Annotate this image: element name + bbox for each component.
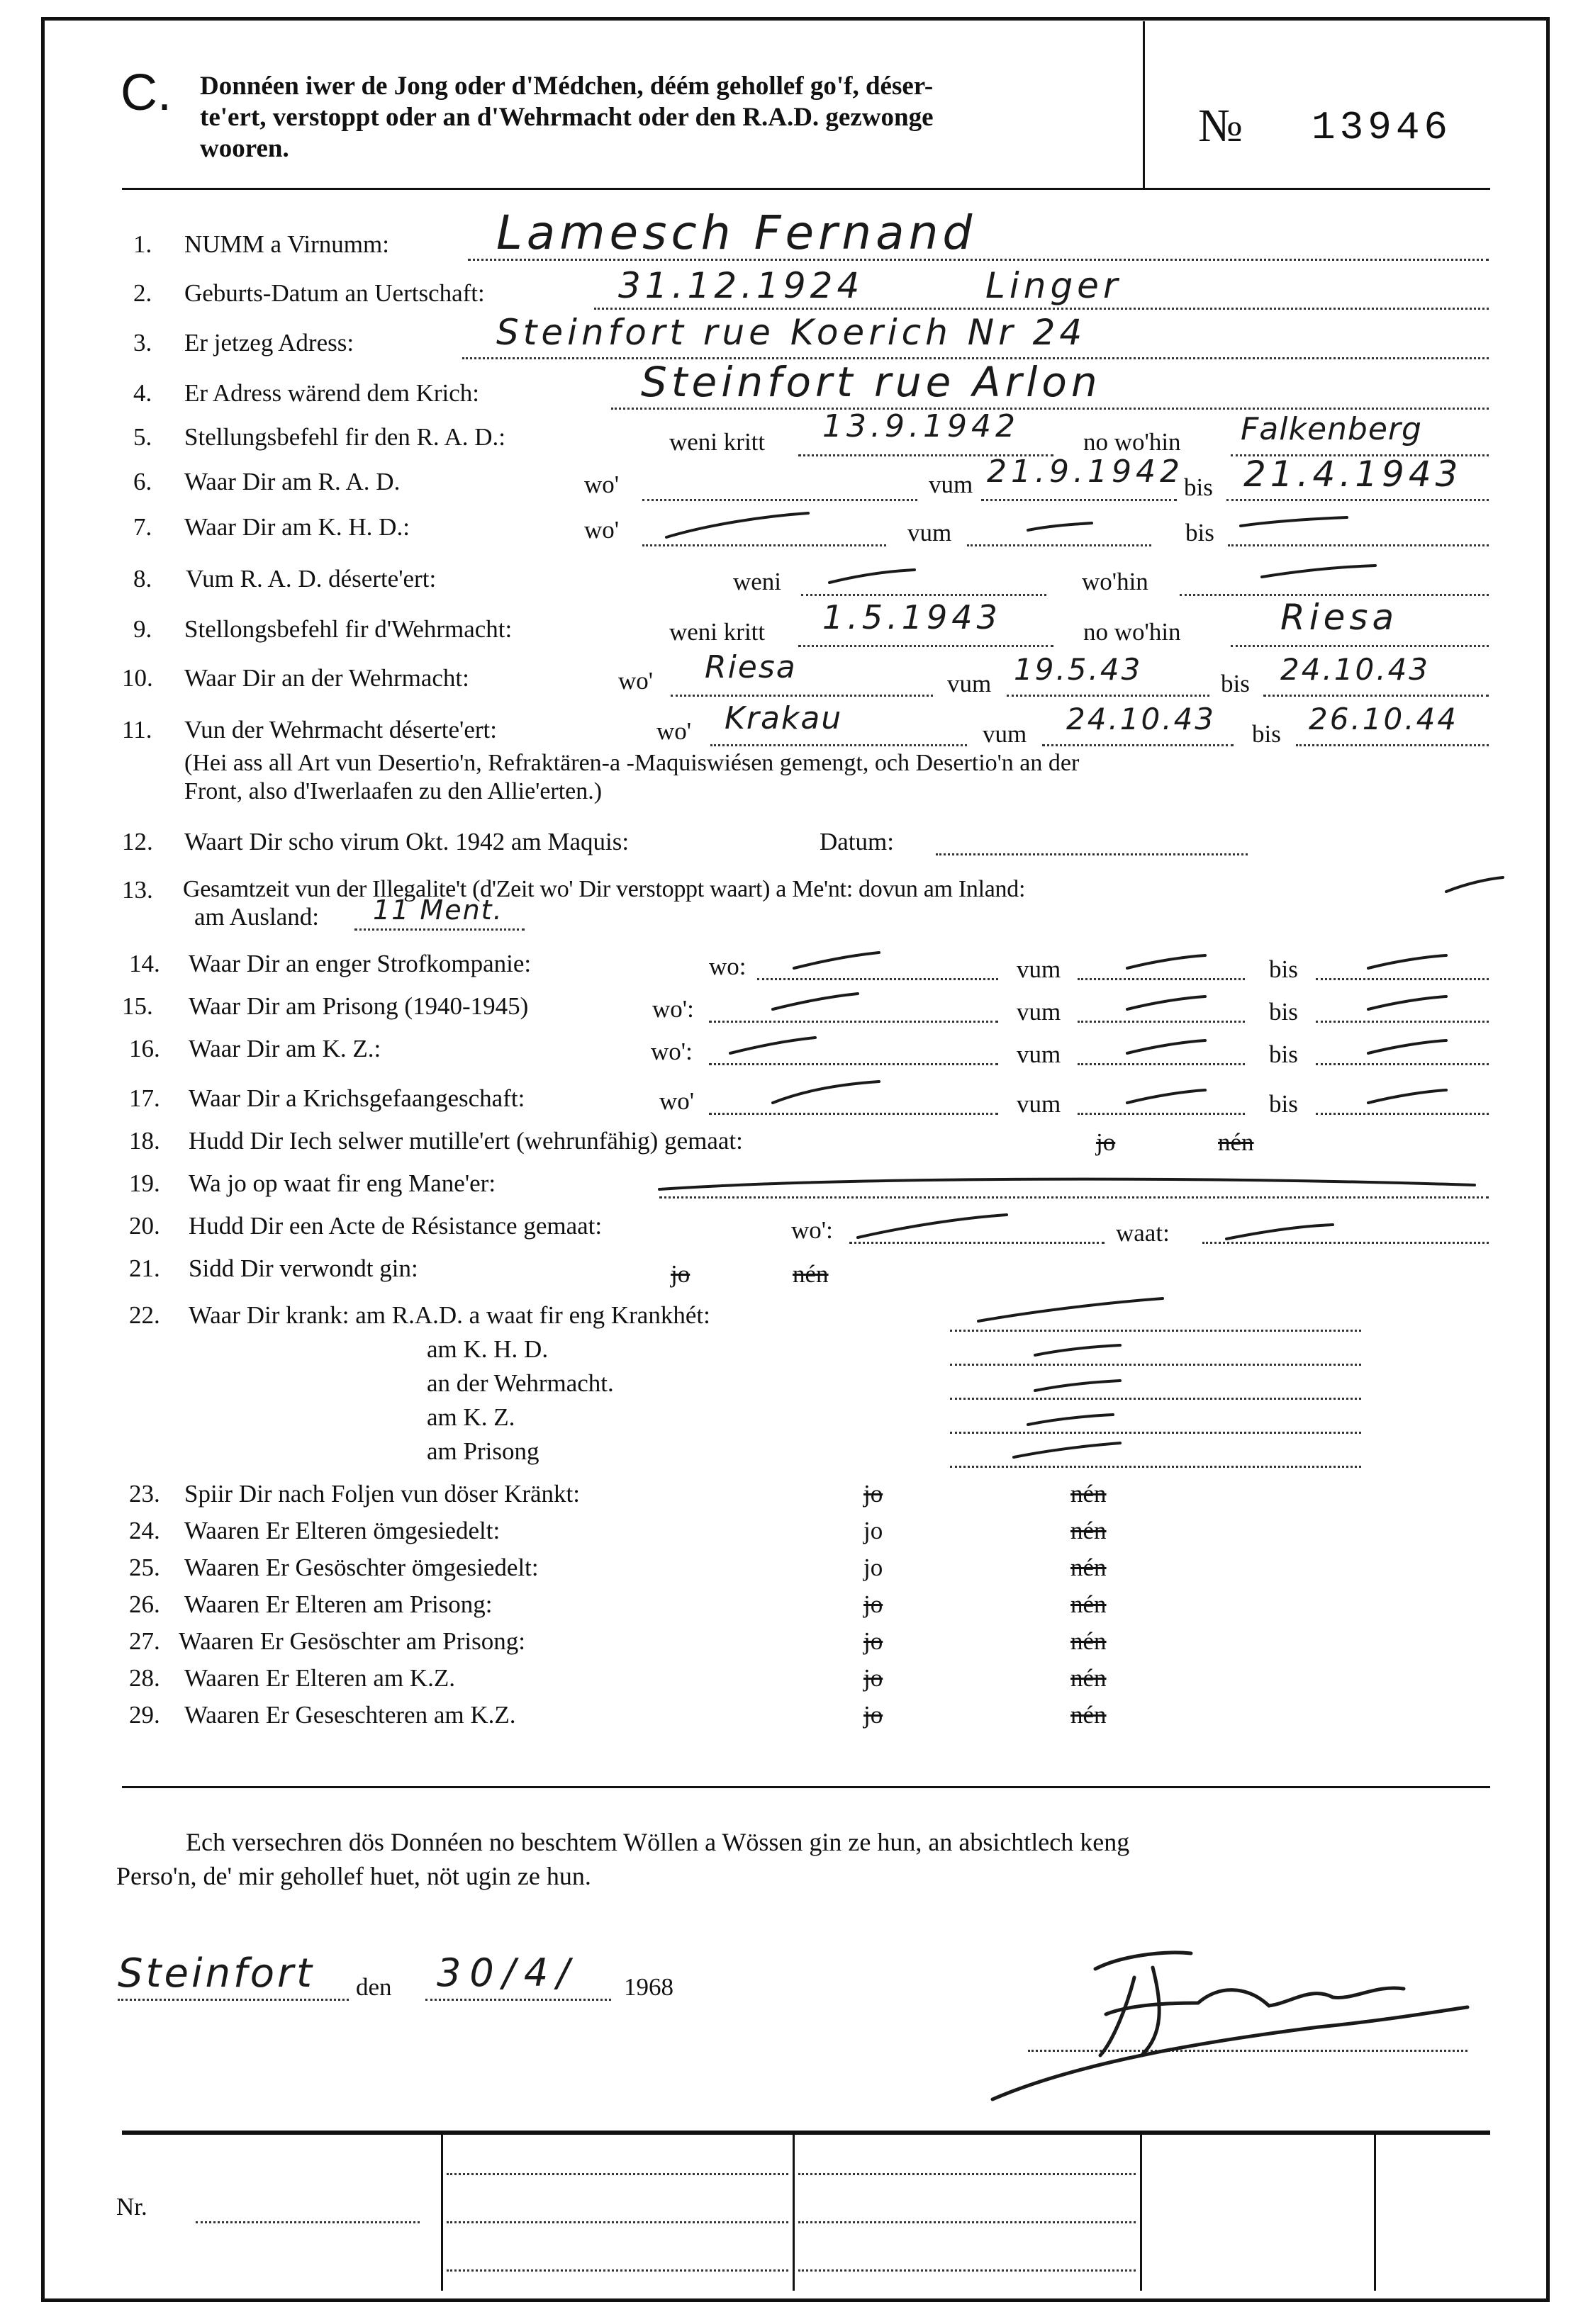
field-7-wo-label: wo' [584, 516, 620, 544]
declaration-rule [122, 1786, 1490, 1788]
field-16-wo-label: wo': [651, 1038, 693, 1065]
field-6-num: 6. [133, 468, 152, 495]
field-11-bis-value: 26.10.44 [1309, 702, 1459, 736]
field-5-weni-label: weni kritt [669, 428, 766, 456]
field-17-bis-label: bis [1269, 1090, 1298, 1118]
field-16-bis-label: bis [1269, 1040, 1298, 1068]
field-18-label: Hudd Dir Iech selwer mutille'ert (wehrunfähig) gemaat: [189, 1127, 743, 1155]
field-10-bis-label: bis [1221, 670, 1250, 697]
field-14-bis-line [1316, 978, 1489, 980]
field-14-bis-label: bis [1269, 955, 1298, 983]
field-7-vum-line [967, 544, 1151, 546]
signature-den-label: den [356, 1973, 392, 2001]
field-5-nowohin-label: no wo'hin [1083, 428, 1181, 456]
field-11-vum-value: 24.10.43 [1066, 702, 1217, 736]
field-10-bis-value: 24.10.43 [1280, 652, 1431, 687]
field-11-num: 11. [122, 716, 152, 743]
yesno-27-num: 27. [129, 1627, 160, 1655]
yesno-28-num: 28. [129, 1664, 160, 1692]
footer-col-2 [793, 2133, 795, 2291]
yesno-24-num: 24. [129, 1517, 160, 1544]
field-12-datum-line [936, 853, 1248, 855]
field-11-bis-line [1296, 744, 1489, 746]
signature-date-line [425, 1999, 611, 2001]
field-2-num: 2. [133, 279, 152, 307]
yesno-27-label: Waaren Er Gesöschter am Prisong: [179, 1627, 525, 1655]
field-17-bis-line [1316, 1113, 1489, 1115]
field-8-num: 8. [133, 565, 152, 593]
field-11-note-line1: (Hei ass all Art vun Desertio'n, Refraktären-a -Maquiswiésen gemengt, och Desertio'n an der [184, 750, 1080, 776]
field-14-vum-line [1078, 978, 1245, 980]
section-letter: C. [121, 64, 172, 121]
footer-cell-line-2 [447, 2221, 788, 2223]
field-9-weni-line [798, 645, 1053, 647]
yesno-27-jo: jo [863, 1627, 883, 1655]
field-22-sub-0: am K. H. D. [427, 1335, 549, 1363]
field-11-vum-line [1042, 744, 1234, 746]
field-22-line-0 [950, 1330, 1361, 1332]
field-6-bis-label: bis [1184, 473, 1213, 501]
signature-place: Steinfort [118, 1950, 315, 1997]
field-2-place-value: Linger [985, 265, 1122, 306]
yesno-25-label: Waaren Er Gesöschter ömgesiedelt: [184, 1554, 539, 1581]
field-13-num: 13. [122, 876, 153, 904]
field-19-line [659, 1196, 1489, 1199]
field-16-label: Waar Dir am K. Z.: [189, 1035, 381, 1062]
field-14-label: Waar Dir an enger Strofkompanie: [189, 950, 532, 977]
field-9-nowohin-value: Riesa [1280, 597, 1399, 638]
yesno-25-nen: nén [1070, 1554, 1107, 1581]
header-title [200, 71, 934, 164]
field-13-ausland-label: am Ausland: [194, 903, 319, 931]
field-18-jo: jo [1096, 1128, 1116, 1156]
field-10-bis-line [1263, 695, 1489, 697]
footer-col-3 [1140, 2133, 1142, 2291]
yesno-26-label: Waaren Er Elteren am Prisong: [184, 1590, 493, 1618]
field-17-label: Waar Dir a Krichsgefaangeschaft: [189, 1084, 525, 1112]
field-17-num: 17. [129, 1084, 160, 1112]
field-3-label: Er jetzeg Adress: [184, 329, 354, 357]
field-6-wo-label: wo' [584, 471, 620, 498]
field-8-wohin-label: wo'hin [1082, 568, 1148, 595]
footer-cell-line-3 [447, 2269, 788, 2272]
yesno-28-label: Waaren Er Elteren am K.Z. [184, 1664, 455, 1692]
field-14-vum-label: vum [1017, 955, 1061, 983]
field-5-weni-value: 13.9.1942 [822, 408, 1019, 444]
footer-cell-line-1 [447, 2173, 788, 2175]
field-7-bis-line [1228, 544, 1489, 546]
footer-cell-line-6 [798, 2269, 1136, 2272]
field-2-line [594, 308, 1489, 310]
field-9-weni-value: 1.5.1943 [822, 598, 1002, 636]
field-20-num: 20. [129, 1212, 160, 1240]
field-12-num: 12. [122, 828, 153, 855]
header-title-line1: Donnéen iwer de Jong oder d'Médchen, déém gehollef go'f, déser- [200, 72, 934, 101]
field-20-label: Hudd Dir een Acte de Résistance gemaat: [189, 1212, 603, 1240]
yesno-24-jo: jo [863, 1517, 883, 1544]
field-22-sub-2: am K. Z. [427, 1403, 515, 1431]
field-1-num: 1. [133, 230, 152, 258]
field-6-wo-line [642, 499, 917, 501]
field-15-bis-label: bis [1269, 998, 1298, 1026]
field-11-bis-label: bis [1252, 720, 1281, 748]
field-6-label: Waar Dir am R. A. D. [184, 468, 401, 495]
yesno-23-nen: nén [1070, 1480, 1107, 1508]
yesno-26-nen: nén [1070, 1590, 1107, 1618]
yesno-26-num: 26. [129, 1590, 160, 1618]
field-15-wo-line [709, 1021, 998, 1023]
field-7-label: Waar Dir am K. H. D.: [184, 513, 410, 541]
field-22-line-2 [950, 1398, 1361, 1400]
field-15-vum-label: vum [1017, 998, 1061, 1026]
field-14-wo-label: wo: [709, 953, 747, 980]
field-10-wo-value: Riesa [705, 649, 797, 685]
yesno-27-nen: nén [1070, 1627, 1107, 1655]
yesno-25-num: 25. [129, 1554, 160, 1581]
field-10-vum-line [1007, 695, 1209, 697]
field-11-wo-label: wo' [656, 717, 692, 745]
field-10-num: 10. [122, 664, 153, 692]
yesno-29-nen: nén [1070, 1701, 1107, 1729]
footer-rule-thick [122, 2131, 1490, 2135]
field-9-nowohin-label: no wo'hin [1083, 618, 1181, 646]
field-10-wo-label: wo' [618, 667, 654, 695]
field-7-wo-line [642, 544, 886, 546]
field-7-vum-label: vum [907, 519, 952, 546]
yesno-29-label: Waaren Er Geseschteren am K.Z. [184, 1701, 516, 1729]
footer-cell-line-5 [798, 2221, 1136, 2223]
yesno-25-jo: jo [863, 1554, 883, 1581]
field-16-vum-label: vum [1017, 1040, 1061, 1068]
field-19-num: 19. [129, 1169, 160, 1197]
field-17-vum-label: vum [1017, 1090, 1061, 1118]
field-12-datum-label: Datum: [820, 828, 894, 855]
field-16-num: 16. [129, 1035, 160, 1062]
field-11-wo-value: Krakau [725, 700, 843, 736]
footer-col-1 [441, 2133, 443, 2291]
field-16-bis-line [1316, 1063, 1489, 1065]
field-2-date-value: 31.12.1924 [618, 265, 864, 306]
field-19-label: Wa jo op waat fir eng Mane'er: [189, 1169, 496, 1197]
field-10-label: Waar Dir an der Wehrmacht: [184, 664, 469, 692]
footer-nr-line [196, 2221, 420, 2223]
field-15-label: Waar Dir am Prisong (1940-1945) [189, 992, 529, 1020]
field-20-waat-label: waat: [1116, 1219, 1170, 1247]
footer-cell-line-4 [798, 2173, 1136, 2175]
field-6-bis-line [1226, 499, 1489, 501]
field-18-num: 18. [129, 1127, 160, 1155]
field-10-wo-line [671, 695, 933, 697]
field-3-address-value: Steinfort rue Koerich Nr 24 [496, 312, 1087, 353]
signature-line [1028, 2050, 1467, 2052]
yesno-29-num: 29. [129, 1701, 160, 1729]
field-9-num: 9. [133, 615, 152, 643]
field-4-label: Er Adress wärend dem Krich: [184, 379, 479, 407]
field-9-weni-label: weni kritt [669, 618, 766, 646]
field-21-nen: nén [793, 1260, 829, 1288]
field-5-nowohin-value: Falkenberg [1241, 411, 1422, 447]
header-title-line3: wooren. [200, 134, 289, 163]
yesno-23-label: Spiir Dir nach Foljen vun döser Kränkt: [184, 1480, 580, 1508]
field-15-num: 15. [122, 992, 153, 1020]
yesno-24-nen: nén [1070, 1517, 1107, 1544]
field-5-label: Stellungsbefehl fir den R. A. D.: [184, 423, 506, 451]
field-9-nowohin-line [1231, 645, 1489, 647]
field-22-line-3 [950, 1432, 1361, 1434]
field-6-bis-value: 21.4.1943 [1243, 454, 1463, 495]
field-21-num: 21. [129, 1254, 160, 1282]
field-6-vum-line [981, 499, 1177, 501]
field-6-vum-label: vum [929, 471, 973, 498]
field-8-wohin-line [1180, 594, 1489, 596]
field-4-address-value: Steinfort rue Arlon [641, 358, 1102, 406]
field-10-vum-value: 19.5.43 [1014, 652, 1143, 687]
field-14-num: 14. [129, 950, 160, 977]
field-15-vum-line [1078, 1021, 1245, 1023]
yesno-29-jo: jo [863, 1701, 883, 1729]
field-4-line [611, 408, 1489, 410]
field-13-ausland-value: 11 Ment. [373, 894, 503, 926]
yesno-24-label: Waaren Er Elteren ömgesiedelt: [184, 1517, 501, 1544]
declaration-line1: Ech versechren dös Donnéen no beschtem Wöllen a Wössen gin ze hun, an absichtlech keng [186, 1828, 1130, 1856]
field-13-label: Gesamtzeit vun der Illegalite't (d'Zeit wo' Dir verstoppt waart) a Me'nt: dovun am Inland: [183, 876, 1026, 902]
signature-date: 30/4/ [437, 1950, 578, 1995]
field-22-sub-3: am Prisong [427, 1437, 539, 1465]
signature-place-line [118, 1999, 349, 2001]
field-9-label: Stellongsbefehl fir d'Wehrmacht: [184, 615, 513, 643]
field-2-label: Geburts-Datum an Uertschaft: [184, 279, 485, 307]
field-17-vum-line [1078, 1113, 1245, 1115]
field-15-bis-line [1316, 1021, 1489, 1023]
yesno-28-jo: jo [863, 1664, 883, 1692]
field-5-num: 5. [133, 423, 152, 451]
yesno-23-jo: jo [863, 1480, 883, 1508]
field-20-wo-line [849, 1242, 1105, 1244]
field-22-line-1 [950, 1364, 1361, 1366]
field-22-sub-1: an der Wehrmacht. [427, 1369, 614, 1397]
field-8-label: Vum R. A. D. déserte'ert: [186, 565, 437, 593]
footer-nr-label: Nr. [116, 2193, 147, 2221]
header-rule [122, 188, 1490, 190]
footer-col-4 [1374, 2133, 1376, 2291]
declaration-line2: Perso'n, de' mir gehollef huet, nöt ugin ze hun. [116, 1862, 591, 1890]
field-7-bis-label: bis [1185, 519, 1214, 546]
field-13-ausland-line [354, 928, 525, 931]
field-1-label: NUMM a Virnumm: [184, 230, 389, 258]
field-21-label: Sidd Dir verwondt gin: [189, 1254, 418, 1282]
field-17-wo-line [709, 1113, 998, 1115]
field-11-label: Vun der Wehrmacht déserte'ert: [184, 716, 497, 743]
field-17-wo-label: wo' [659, 1087, 695, 1115]
yesno-23-num: 23. [129, 1480, 160, 1508]
field-22-num: 22. [129, 1301, 160, 1329]
signature-year: 1968 [624, 1973, 673, 2001]
field-16-vum-line [1078, 1063, 1245, 1065]
yesno-28-nen: nén [1070, 1664, 1107, 1692]
field-11-wo-line [710, 744, 967, 746]
field-20-wo-label: wo': [791, 1216, 833, 1244]
field-8-weni-label: weni [733, 568, 782, 595]
field-15-wo-label: wo': [652, 995, 694, 1023]
field-4-num: 4. [133, 379, 152, 407]
field-12-label: Waart Dir scho virum Okt. 1942 am Maquis: [184, 828, 630, 855]
field-20-waat-line [1202, 1242, 1489, 1244]
field-18-nen: nén [1218, 1128, 1254, 1156]
header-title-line2: te'ert, verstoppt oder an d'Wehrmacht oder den R.A.D. gezwonge [200, 103, 934, 132]
field-8-weni-line [801, 594, 1046, 596]
field-7-num: 7. [133, 513, 152, 541]
form-number: 13946 [1312, 105, 1453, 150]
field-3-num: 3. [133, 329, 152, 357]
field-21-jo: jo [671, 1260, 690, 1288]
form-number-symbol: № [1198, 100, 1243, 152]
field-14-wo-line [757, 978, 998, 980]
field-1-name-value: Lamesch Fernand [496, 206, 977, 260]
field-11-note-line2: Front, also d'Iwerlaafen zu den Allie'erten.) [184, 778, 603, 804]
field-16-wo-line [709, 1063, 998, 1065]
field-22-label: Waar Dir krank: am R.A.D. a waat fir eng Krankhét: [189, 1301, 710, 1329]
field-10-vum-label: vum [947, 670, 992, 697]
field-6-vum-value: 21.9.1942 [987, 454, 1184, 490]
field-22-line-4 [950, 1466, 1361, 1468]
yesno-26-jo: jo [863, 1590, 883, 1618]
field-11-vum-label: vum [983, 720, 1027, 748]
header-divider [1143, 21, 1145, 188]
